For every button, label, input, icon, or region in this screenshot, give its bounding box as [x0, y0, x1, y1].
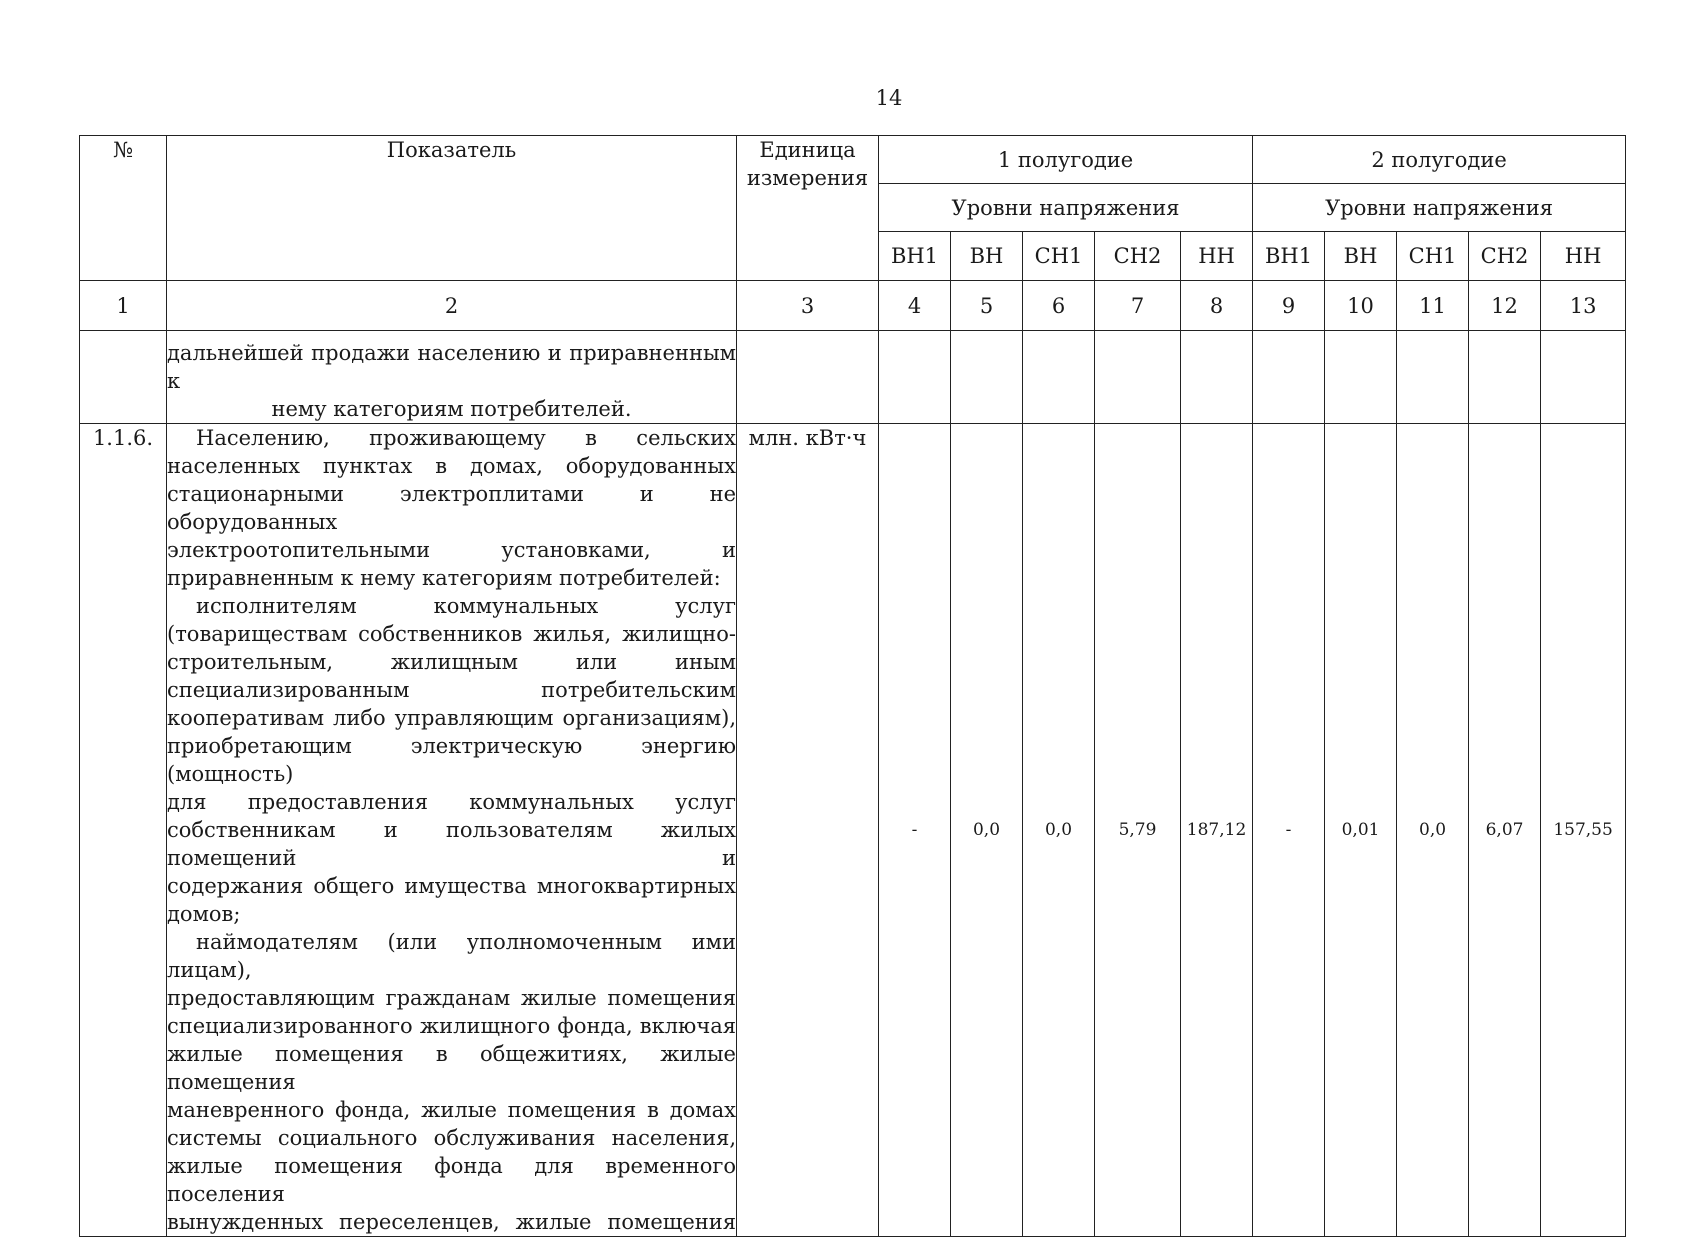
- value-cell: 0,0: [1397, 424, 1469, 1237]
- text-line: содержания общего имущества многоквартирных: [167, 874, 736, 898]
- row-description: [167, 424, 737, 1237]
- empty-cell: [737, 331, 879, 424]
- column-number: 9: [1253, 281, 1325, 331]
- text-line: дальнейшей продажи населению и приравненным к: [167, 341, 736, 393]
- text-line: предоставляющим гражданам жилые помещения: [167, 986, 736, 1010]
- text-line: собственникам и пользователям жилых помещений и: [167, 818, 736, 870]
- level-code: СН2: [1469, 232, 1541, 281]
- data-table: [79, 135, 1626, 1237]
- level-code: СН1: [1397, 232, 1469, 281]
- empty-cell: [1023, 331, 1095, 424]
- header-levels-2: Уровни напряжения: [1253, 184, 1626, 232]
- text-line: населенных пунктах в домах, оборудованных: [167, 454, 736, 478]
- header-half2: 2 полугодие: [1253, 136, 1626, 184]
- column-number: 11: [1397, 281, 1469, 331]
- value-cell: 6,07: [1469, 424, 1541, 1237]
- column-number: 5: [951, 281, 1023, 331]
- column-number: 10: [1325, 281, 1397, 331]
- level-code: НН: [1181, 232, 1253, 281]
- text-line: для предоставления коммунальных услуг: [167, 790, 736, 814]
- column-number: 4: [879, 281, 951, 331]
- value-cell: 0,0: [1023, 424, 1095, 1237]
- empty-cell: [879, 331, 951, 424]
- empty-cell: [1181, 331, 1253, 424]
- text-line: Населению, проживающему в сельских: [196, 426, 736, 450]
- text-line: вынужденных переселенцев, жилые помещения: [167, 1210, 736, 1234]
- text-line: специализированного жилищного фонда, включая: [167, 1014, 736, 1038]
- value-cell: -: [879, 424, 951, 1237]
- level-code: СН2: [1095, 232, 1181, 281]
- empty-cell: [1325, 331, 1397, 424]
- row-unit: млн. кВт·ч: [737, 424, 879, 1237]
- row-number: 1.1.6.: [80, 424, 167, 1237]
- empty-cell: [1095, 331, 1181, 424]
- continuation-text: [167, 331, 737, 424]
- header-indicator: Показатель: [167, 136, 737, 281]
- text-line: домов;: [167, 902, 241, 926]
- continuation-row: [80, 331, 1626, 424]
- empty-cell: [1541, 331, 1626, 424]
- page-number: 14: [875, 86, 903, 110]
- column-number: 7: [1095, 281, 1181, 331]
- text-line: специализированным потребительским: [167, 678, 736, 702]
- value-cell: 157,55: [1541, 424, 1626, 1237]
- text-line: электроотопительными установками, и: [167, 538, 736, 562]
- empty-cell: [1469, 331, 1541, 424]
- column-number: 3: [737, 281, 879, 331]
- empty-cell: [80, 331, 167, 424]
- text-line: системы социального обслуживания населения,: [167, 1126, 736, 1150]
- text-line: (товариществам собственников жилья, жилищно-: [167, 622, 736, 646]
- text-line: жилые помещения фонда для временного поселения: [167, 1154, 736, 1206]
- column-number: 12: [1469, 281, 1541, 331]
- empty-cell: [1253, 331, 1325, 424]
- text-line: строительным, жилищным или иным: [167, 650, 736, 674]
- header-num: №: [80, 136, 167, 281]
- text-line: жилые помещения в общежитиях, жилые помещения: [167, 1042, 736, 1094]
- text-line: нему категориям потребителей.: [271, 397, 632, 421]
- column-number: 13: [1541, 281, 1626, 331]
- level-code: СН1: [1023, 232, 1095, 281]
- level-code: ВН: [1325, 232, 1397, 281]
- column-number: 6: [1023, 281, 1095, 331]
- column-number: 2: [167, 281, 737, 331]
- column-number: 8: [1181, 281, 1253, 331]
- empty-cell: [951, 331, 1023, 424]
- text-line: кооперативам либо управляющим организациям),: [167, 706, 736, 730]
- header-half1: 1 полугодие: [879, 136, 1253, 184]
- header-unit-line1: Единица: [759, 138, 856, 162]
- value-cell: 5,79: [1095, 424, 1181, 1237]
- text-line: приобретающим электрическую энергию (мощность): [167, 734, 736, 786]
- value-cell: -: [1253, 424, 1325, 1237]
- level-code: ВН1: [879, 232, 951, 281]
- level-code: НН: [1541, 232, 1626, 281]
- column-number: 1: [80, 281, 167, 331]
- level-code: ВН: [951, 232, 1023, 281]
- value-cell: 0,0: [951, 424, 1023, 1237]
- header-unit: [737, 136, 879, 281]
- level-code: ВН1: [1253, 232, 1325, 281]
- value-cell: 0,01: [1325, 424, 1397, 1237]
- empty-cell: [1397, 331, 1469, 424]
- text-line: исполнителям коммунальных услуг: [196, 594, 736, 618]
- text-line: приравненным к нему категориям потребителей:: [167, 566, 721, 590]
- table-row: [80, 424, 1626, 1237]
- text-line: стационарными электроплитами и не оборудованных: [167, 482, 736, 534]
- text-line: маневренного фонда, жилые помещения в домах: [167, 1098, 736, 1122]
- text-line: наймодателям (или уполномоченным ими лицам),: [167, 930, 736, 982]
- value-cell: 187,12: [1181, 424, 1253, 1237]
- header-unit-line2: измерения: [746, 166, 869, 190]
- header-levels-1: Уровни напряжения: [879, 184, 1253, 232]
